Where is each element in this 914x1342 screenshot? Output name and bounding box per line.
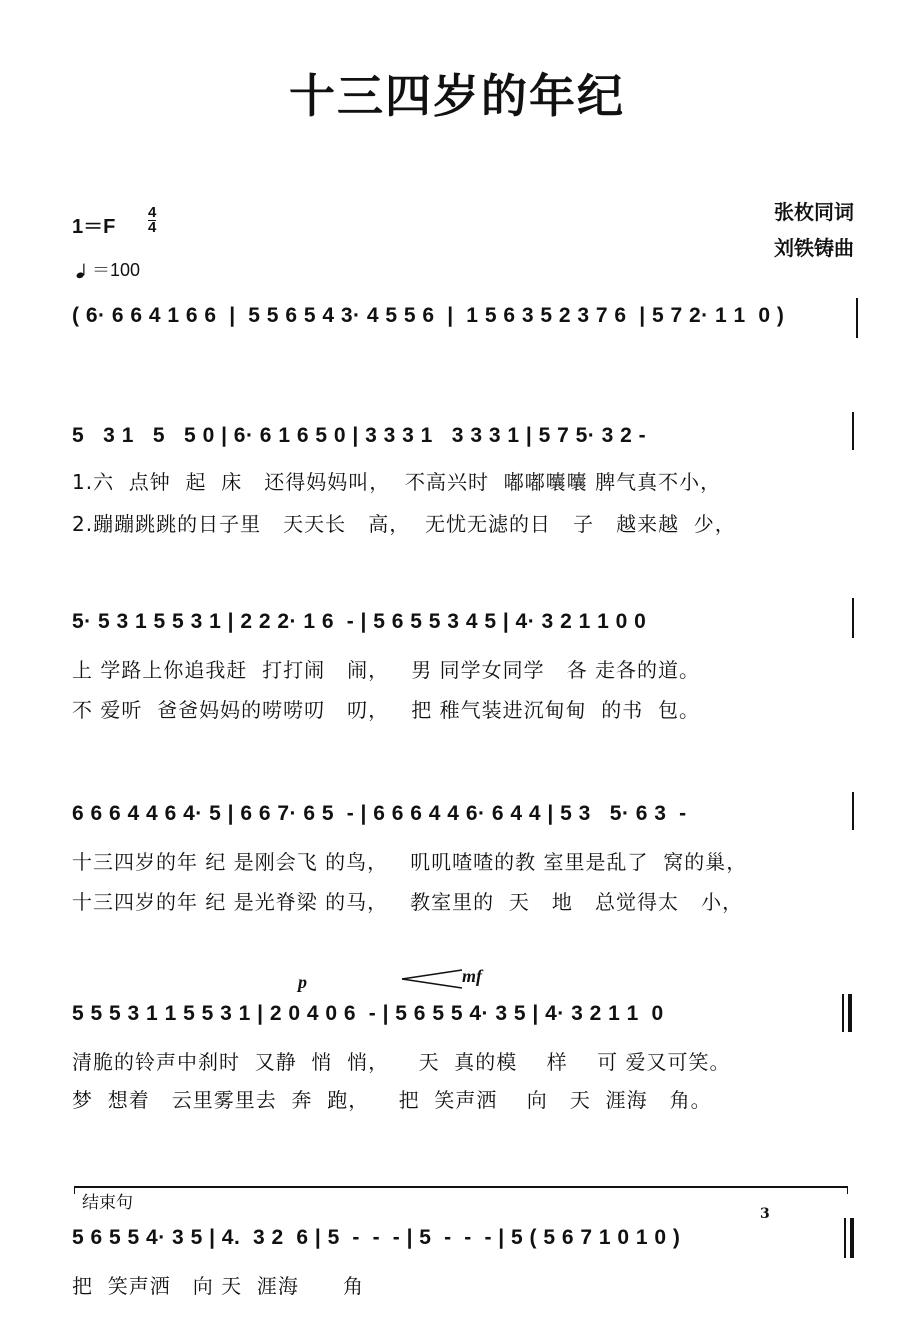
barline <box>852 412 854 450</box>
line-5-lyric-1: 把 笑声洒 向 天 涯海 角 <box>72 1274 365 1298</box>
page-title: 十三四岁的年纪 <box>289 69 625 123</box>
intro-line: ( 6· 6 6 4 1 6 6 | 5 5 6 5 4 3· 4 5 5 6 | 1 5 6 3 5 2 3 7 6 | 5 7 2· 1 1 0 ) <box>72 304 785 327</box>
barline <box>842 994 844 1032</box>
line-4-lyric-2: 梦 想着 云里雾里去 奔 跑， 把 笑声洒 向 天 涯海 角。 <box>72 1088 712 1112</box>
ending-bracket <box>74 1186 848 1194</box>
line-1-notes: 5 3 1 5 5 0 | 6· 6 1 6 5 0 | 3 3 3 1 3 3 3 1 | 5 7 5· 3 2 - <box>72 424 647 447</box>
dynamic-mezzo-forte: mf <box>462 966 482 986</box>
composer-credit: 刘铁铸曲 <box>774 236 854 260</box>
final-barline <box>848 994 852 1032</box>
dynamic-piano: p <box>298 972 307 992</box>
barline <box>852 598 854 638</box>
line-3-notes: 6 6 6 4 4 6 4· 5 | 6 6 7· 6 5 - | 6 6 6 4 4 6· 6 4 4 | 5 3 5· 6 3 - <box>72 802 687 825</box>
line-4-notes: 5 5 5 3 1 1 5 5 3 1 | 2 0 4 0 6 - | 5 6 5 5 4· 3 5 | 4· 3 2 1 1 0 <box>72 1002 664 1025</box>
crescendo-hairpin <box>398 968 468 990</box>
time-signature-bottom: 4 <box>148 219 157 236</box>
lyricist-credit: 张枚同词 <box>774 200 854 224</box>
line-3-lyric-1: 十三四岁的年 纪 是刚会飞 的鸟， 叽叽喳喳的教 室里是乱了 窝的巢， <box>72 850 748 874</box>
quarter-note-icon <box>72 263 92 279</box>
tempo-marking <box>72 256 140 282</box>
line-1-lyric-1: 1.六 点钟 起 床 还得妈妈叫， 不高兴时 嘟嘟囔囔 脾气真不小， <box>72 470 722 494</box>
key-signature: 1＝F <box>72 216 116 238</box>
line-1-lyric-2: 2.蹦蹦跳跳的日子里 天天长 高， 无忧无滤的日 子 越来越 少， <box>72 512 736 536</box>
final-barline <box>850 1218 854 1258</box>
line-5-notes: 5 6 5 5 4· 3 5 | 4. 3 2 6 | 5 - - - | 5 - - - | 5 ( 5 6 7 1 0 1 0 ) <box>72 1226 681 1249</box>
line-2-lyric-1: 上 学路上你追我赶 打打闹 闹， 男 同学女同学 各 走各的道。 <box>72 658 701 682</box>
line-2-lyric-2: 不 爱听 爸爸妈妈的唠唠叨 叨， 把 稚气装进沉甸甸 的书 包。 <box>72 698 701 722</box>
line-4-lyric-1: 清脆的铃声中刹时 又静 悄 悄， 天 真的模 样 可 爱又可笑。 <box>72 1050 731 1074</box>
time-signature-top: 4 <box>148 204 157 221</box>
barline <box>852 792 854 830</box>
barline <box>856 298 858 338</box>
time-signature <box>148 206 156 235</box>
ending-label: 结束句 <box>82 1193 133 1213</box>
barline <box>844 1218 846 1258</box>
tempo-value: ＝100 <box>92 260 141 280</box>
triplet-mark: 3 <box>760 1206 770 1222</box>
line-2-notes: 5· 5 3 1 5 5 3 1 | 2 2 2· 1 6 - | 5 6 5 5 3 4 5 | 4· 3 2 1 1 0 0 <box>72 610 647 633</box>
line-3-lyric-2: 十三四岁的年 纪 是光脊梁 的马， 教室里的 天 地 总觉得太 小， <box>72 890 744 914</box>
